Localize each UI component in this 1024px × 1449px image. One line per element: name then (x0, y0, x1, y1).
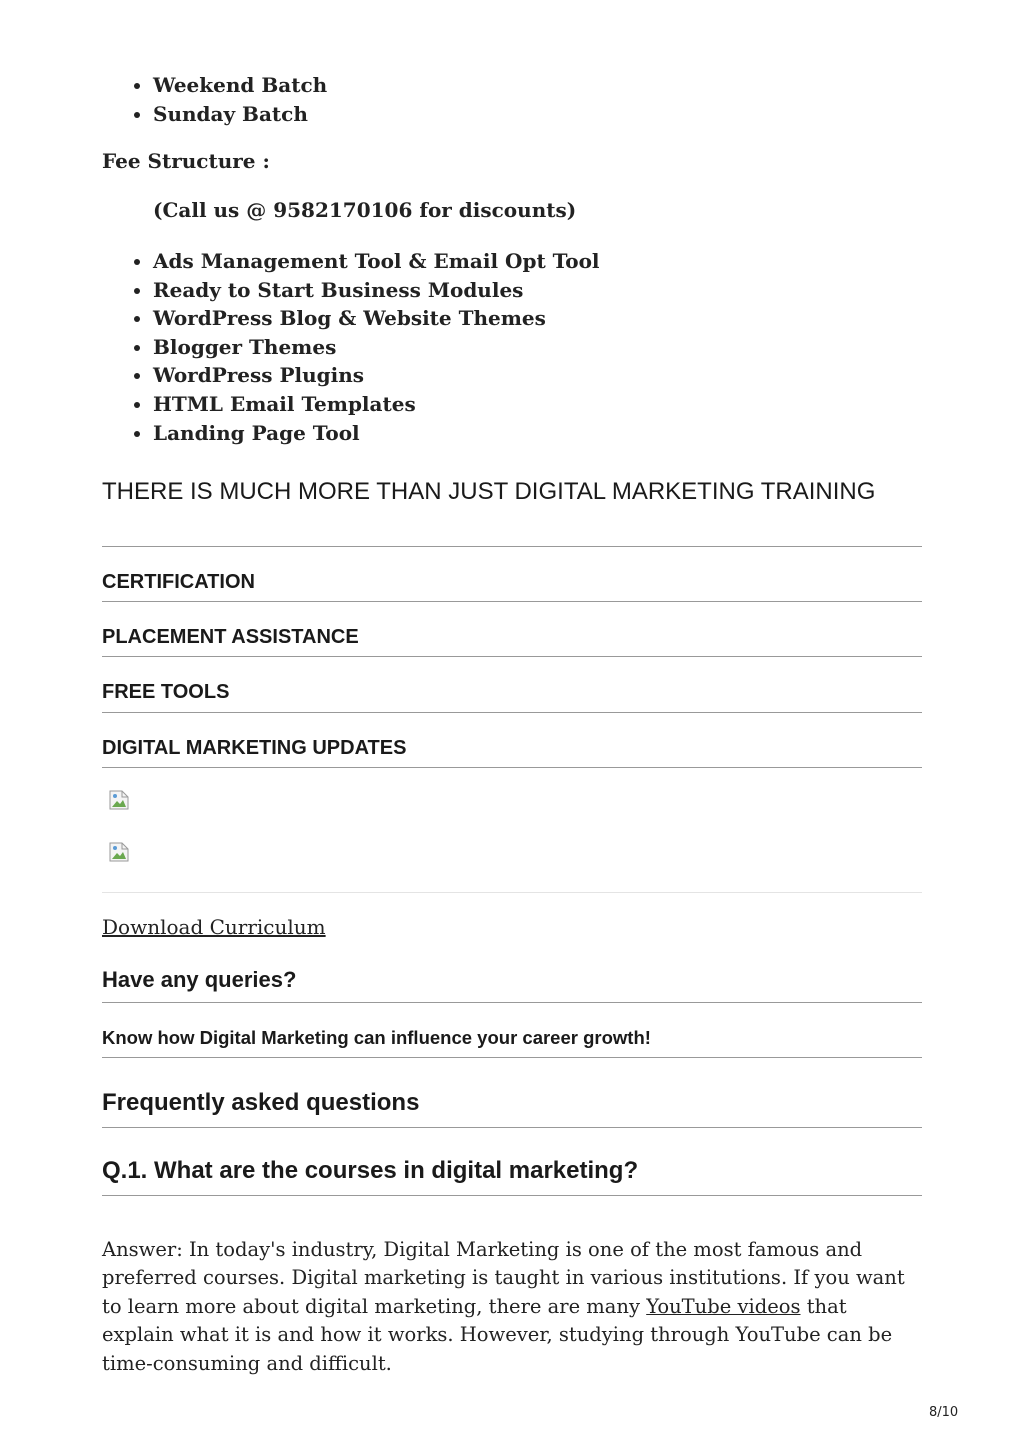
list-item: • HTML Email Templates (153, 390, 600, 419)
list-item: • Landing Page Tool (153, 419, 600, 448)
faq-question-1: Q.1. What are the courses in digital marketing? (102, 1157, 639, 1184)
list-item: • Ads Management Tool & Email Opt Tool (153, 247, 600, 276)
list-item: • WordPress Blog & Website Themes (153, 304, 600, 333)
queries-heading: Have any queries? (102, 967, 297, 992)
section-free-tools[interactable]: FREE TOOLS (102, 681, 230, 703)
answer-text: Answer: In today's industry, Digital Marketing is one of the most famous and preferred courses. Digital marketing is taught in various institutions. If you want to learn more about digital marketing, there are many (102, 1238, 905, 1318)
broken-image-icon (109, 842, 129, 862)
divider (102, 1195, 922, 1196)
answer-text: that explain what it is and how it works. However, studying through YouTube can be time-consuming and difficult. (102, 1294, 893, 1375)
fee-discount-note: (Call us @ 9582170106 for discounts) (153, 198, 577, 222)
divider (102, 767, 922, 768)
career-growth-heading: Know how Digital Marketing can influence your career growth! (102, 1027, 651, 1048)
batch-list (102, 71, 327, 128)
section-digital-marketing-updates[interactable]: DIGITAL MARKETING UPDATES (102, 737, 407, 759)
divider (102, 601, 922, 602)
divider (102, 1057, 922, 1058)
list-item: • Weekend Batch (153, 71, 327, 100)
fee-structure-title: Fee Structure : (102, 149, 270, 173)
youtube-videos-link[interactable]: YouTube videos (646, 1294, 801, 1318)
page-number: 8/10 (929, 1405, 959, 1420)
list-item: • WordPress Plugins (153, 361, 600, 390)
divider (102, 712, 922, 713)
faq-heading: Frequently asked questions (102, 1089, 420, 1116)
divider (102, 1127, 922, 1128)
faq-answer-1 (102, 1236, 922, 1378)
download-curriculum-link[interactable]: Download Curriculum (102, 915, 326, 939)
divider (102, 1002, 922, 1003)
section-certification[interactable]: CERTIFICATION (102, 571, 255, 593)
broken-image-icon (109, 790, 129, 810)
more-than-training-heading: THERE IS MUCH MORE THAN JUST DIGITAL MARKETING TRAINING (102, 478, 876, 505)
list-item: • Sunday Batch (153, 100, 327, 129)
list-item: • Ready to Start Business Modules (153, 276, 600, 305)
section-placement-assistance[interactable]: PLACEMENT ASSISTANCE (102, 626, 359, 648)
list-item: • Blogger Themes (153, 333, 600, 362)
divider (102, 656, 922, 657)
tools-list (102, 247, 600, 447)
divider (102, 546, 922, 547)
divider (102, 892, 922, 893)
